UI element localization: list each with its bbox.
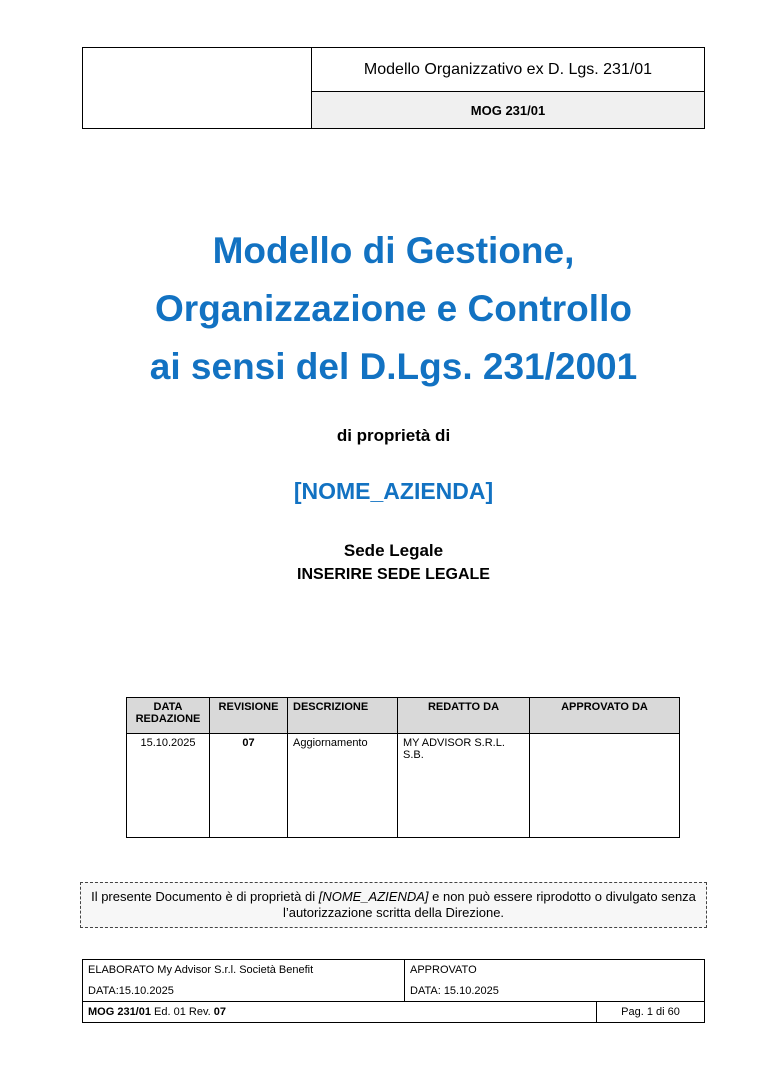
main-title-line1: Modello di Gestione, [212,230,575,271]
footer-approved-date: DATA: 15.10.2025 [405,981,705,1002]
seat-value: INSERIRE SEDE LEGALE [297,566,490,583]
owner-label: di proprietà di [336,426,451,445]
col-header-drafted-by: REDATTO DA [398,698,530,734]
footer-doc-ref [83,1002,597,1023]
cell-revision: 07 [210,734,288,838]
cell-approved-by [530,734,680,838]
revision-table-header [127,698,680,734]
footer-edition: Ed. 01 Rev. [150,1006,214,1018]
main-title-line2: Organizzazione e Controllo [155,288,632,329]
seat-label: Sede Legale [343,541,444,560]
notice-text-after: e non può essere riprodotto o divulgato senza l’autorizzazione scritta della Direzione. [282,889,696,920]
footer-approved: APPROVATO [405,960,705,981]
logo-cell [83,48,312,128]
notice-text-before: Il presente Documento è di proprietà di [91,889,319,904]
document-header [82,47,705,129]
table-row [127,734,680,838]
col-header-date: DATA REDAZIONE [127,698,210,734]
revision-table [126,697,680,838]
col-header-approved-by: APPROVATO DA [530,698,680,734]
page-number: Pag. 1 di 60 [597,1002,705,1023]
footer-doc-code: MOG 231/01 [88,1006,151,1018]
footer-revision: 07 [213,1006,227,1018]
main-title [82,222,705,396]
cell-date: 15.10.2025 [127,734,210,838]
header-code: MOG 231/01 [312,92,704,128]
cell-drafted-by: MY ADVISOR S.R.L. S.B. [398,734,530,838]
notice-company: [NOME_AZIENDA] [318,889,429,904]
main-title-line3: ai sensi del D.Lgs. 231/2001 [149,346,638,387]
header-title: Modello Organizzativo ex D. Lgs. 231/01 [312,48,704,92]
col-header-description: DESCRIZIONE [288,698,398,734]
footer-elaborated-date: DATA:15.10.2025 [83,981,405,1002]
footer-elaborated: ELABORATO My Advisor S.r.l. Società Benefit [83,960,405,981]
col-header-revision: REVISIONE [210,698,288,734]
ownership-notice [80,882,707,928]
company-name: [NOME_AZIENDA] [293,478,494,504]
cell-description: Aggiornamento [288,734,398,838]
document-footer [82,959,705,1023]
